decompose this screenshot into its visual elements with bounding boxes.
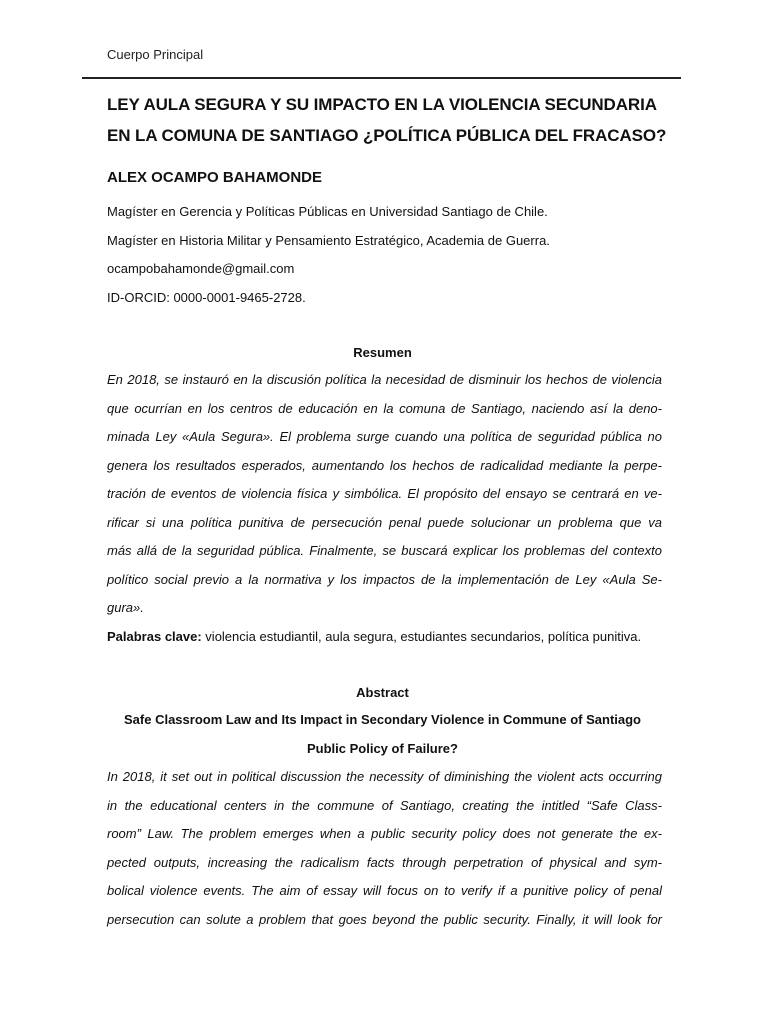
resumen-text	[107, 366, 662, 623]
title-line-1: LEY AULA SEGURA Y SU IMPACTO EN LA VIOLENCIA SECUNDARIA	[107, 95, 657, 114]
keywords-label: Palabras clave:	[107, 629, 202, 644]
affiliation-2: Magíster en Historia Militar y Pensamiento Estratégico, Academia de Guerra.	[107, 232, 550, 248]
abstract-subtitle-line-2: Public Policy of Failure?	[307, 740, 458, 756]
affiliation-1: Magíster en Gerencia y Políticas Públicas en Universidad Santiago de Chile.	[107, 204, 548, 219]
author-orcid: ID-ORCID: 0000-0001-9465-2728.	[107, 289, 306, 305]
resumen-line: rificar si una política punitiva de persecución penal puede solucionar un problema que va	[107, 514, 662, 530]
abstract-text	[107, 763, 662, 934]
abstract-line: in the educational centers in the commune of Santiago, creating the intitled “Safe Class-	[107, 797, 662, 813]
author-name: ALEX OCAMPO BAHAMONDE	[107, 169, 323, 186]
abstract-line: In 2018, it set out in political discussion the necessity of diminishing the violent acts occurring	[107, 769, 662, 784]
author-email: ocampobahamonde@gmail.com	[107, 261, 295, 276]
keywords-list: violencia estudiantil, aula segura, estudiantes secundarios, política punitiva.	[201, 629, 642, 644]
abstract-subtitle-line-1: Safe Classroom Law and Its Impact in Secondary Violence in Commune of Santiago	[124, 712, 641, 727]
title-line-2: EN LA COMUNA DE SANTIAGO ¿POLÍTICA PÚBLICA DEL FRACASO?	[107, 126, 667, 145]
resumen-heading: Resumen	[353, 345, 412, 360]
abstract-subtitle	[82, 706, 683, 763]
running-head: Cuerpo Principal	[107, 47, 204, 62]
header-rule	[82, 77, 681, 79]
abstract-line: bolical violence events. The aim of essay will focus on to verify if a punitive policy of penal	[107, 883, 662, 898]
abstract-line: room” Law. The problem emerges when a public security policy does not generate the ex-	[107, 826, 662, 841]
resumen-line: minada Ley «Aula Segura». El problema surge cuando una política de seguridad pública no	[107, 429, 662, 444]
resumen-line: En 2018, se instauró en la discusión política la necesidad de disminuir los hechos de violencia	[107, 372, 662, 387]
article-title	[107, 89, 697, 151]
resumen-line: genera los resultados esperados, aumentando los hechos de radicalidad mediante la perpe-	[107, 457, 662, 473]
resumen-line: tración de eventos de violencia física y simbólica. El propósito del ensayo se centrará en ve-	[107, 486, 662, 501]
author-affiliations	[107, 198, 667, 312]
resumen-line: que ocurrían en los centros de educación en la comuna de Santiago, naciendo así la deno-	[107, 400, 662, 416]
abstract-line: pected outputs, increasing the radicalism facts through perpetration of physical and sym-	[107, 854, 662, 870]
resumen-line: más allá de la seguridad pública. Finalmente, se buscará explicar los problemas del contexto	[107, 543, 662, 558]
abstract-line: persecution can solute a problem that goes beyond the public security. Finally, it will look for	[107, 911, 662, 927]
abstract-heading: Abstract	[356, 685, 409, 700]
resumen-line: gura».	[107, 600, 144, 615]
keywords-paragraph	[107, 623, 662, 652]
resumen-line: político social previo a la normativa y los impactos de la implementación de Ley «Aula Se-	[107, 571, 662, 587]
